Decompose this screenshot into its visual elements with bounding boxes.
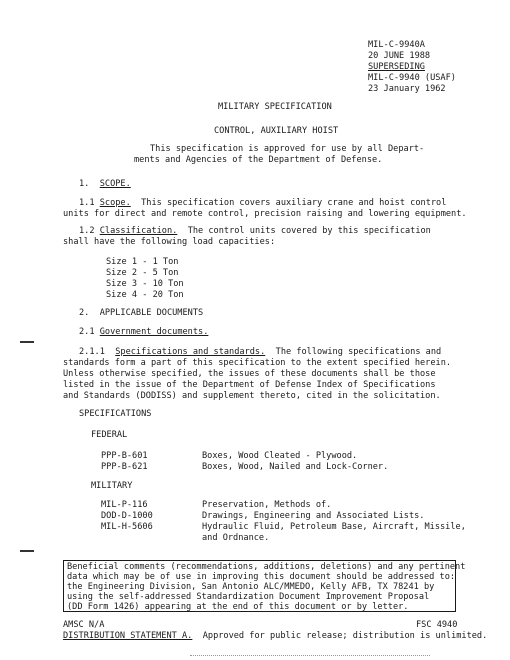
spec-code: MIL-H-5606 <box>101 522 153 532</box>
federal-heading: FEDERAL <box>91 430 128 440</box>
para-2-1-1-line-5: and Standards (DODISS) and supplement thereto, cited in the solicitation. <box>63 391 441 401</box>
spec-title: Boxes, Wood, Nailed and Lock-Corner. <box>202 462 389 472</box>
fsc-code: FSC 4940 <box>416 620 458 630</box>
distribution-label: DISTRIBUTION STATEMENT A. <box>63 631 193 641</box>
approval-line-1: This specification is approved for use by all Depart- <box>150 144 425 154</box>
distribution-statement: DISTRIBUTION STATEMENT A. Approved for public release; distribution is unlimited. <box>63 631 488 641</box>
spec-code: MIL-P-116 <box>101 500 148 510</box>
spec-code: PPP-B-621 <box>101 462 148 472</box>
para-2-1-1-title: Specifications and standards. <box>115 347 266 357</box>
military-heading: MILITARY <box>91 481 133 491</box>
scan-artifact-line <box>190 655 430 656</box>
binding-mark <box>20 550 34 552</box>
para-1-1-title: Scope. <box>99 198 131 208</box>
para-2-1-heading: 2.1 Government documents. <box>79 327 209 337</box>
size-item: Size 1 - 1 Ton <box>106 257 179 267</box>
superseded-date: 23 January 1962 <box>368 84 446 94</box>
spec-title: Hydraulic Fluid, Petroleum Base, Aircraft, Missile, <box>202 522 466 532</box>
para-1-2-title: Classification. <box>99 226 178 236</box>
notice-line: using the self-addressed Standardization Document Improvement Proposal <box>67 592 430 602</box>
para-1-1-line-1: 1.1 Scope. This specification covers auxiliary crane and hoist control <box>79 198 447 208</box>
document-date: 20 JUNE 1988 <box>368 51 431 61</box>
para-2-1-1-line-3: Unless otherwise specified, the issues of these documents shall be those <box>63 369 436 379</box>
approval-line-2: ments and Agencies of the Department of Defense. <box>134 155 383 165</box>
para-1-1-line-2: units for direct and remote control, precision raising and lowering equipment. <box>63 209 467 219</box>
section-2-heading: 2. APPLICABLE DOCUMENTS <box>79 308 204 318</box>
spec-title: Boxes, Wood Cleated - Plywood. <box>202 451 358 461</box>
notice-line: the Engineering Division, San Antonio ALC/MMEDO, Kelly AFB, TX 78241 by <box>67 582 435 592</box>
spec-code: PPP-B-601 <box>101 451 148 461</box>
notice-line: Beneficial comments (recommendations, additions, deletions) and any pertinent <box>67 562 466 572</box>
section-1-title: SCOPE. <box>99 179 131 189</box>
spec-title-continued: and Ordnance. <box>202 533 270 543</box>
size-item: Size 3 - 10 Ton <box>106 279 184 289</box>
spec-type-title: MILITARY SPECIFICATION <box>218 102 332 112</box>
spec-code: DOD-D-1000 <box>101 511 153 521</box>
para-2-1-title: Government documents. <box>99 327 209 337</box>
para-2-1-1-line-1: 2.1.1 Specifications and standards. The following specifications and <box>79 347 442 357</box>
para-1-2-line-1: 1.2 Classification. The control units covered by this specification <box>79 226 431 236</box>
spec-title: CONTROL, AUXILIARY HOIST <box>214 126 339 136</box>
superseded-document: MIL-C-9940 (USAF) <box>368 73 456 83</box>
section-1-heading: 1. SCOPE. <box>79 179 131 189</box>
para-2-1-1-line-4: listed in the issue of the Department of Defense Index of Specifications <box>63 380 436 390</box>
superseding-label: SUPERSEDING <box>368 62 425 72</box>
size-item: Size 2 - 5 Ton <box>106 268 179 278</box>
spec-title: Drawings, Engineering and Associated Lists. <box>202 511 425 521</box>
para-2-1-1-line-2: standards form a part of this specification to the extent specified herein. <box>63 358 452 368</box>
spec-title: Preservation, Methods of. <box>202 500 332 510</box>
size-item: Size 4 - 20 Ton <box>106 290 184 300</box>
specifications-heading: SPECIFICATIONS <box>79 409 152 419</box>
amsc-label: AMSC N/A <box>63 620 105 630</box>
notice-line: (DD Form 1426) appearing at the end of this document or by letter. <box>67 602 409 612</box>
para-1-2-line-2: shall have the following load capacities: <box>63 237 276 247</box>
document-number: MIL-C-9940A <box>368 40 425 50</box>
notice-line: data which may be of use in improving this document should be addressed to: <box>67 572 456 582</box>
binding-mark <box>20 341 34 343</box>
